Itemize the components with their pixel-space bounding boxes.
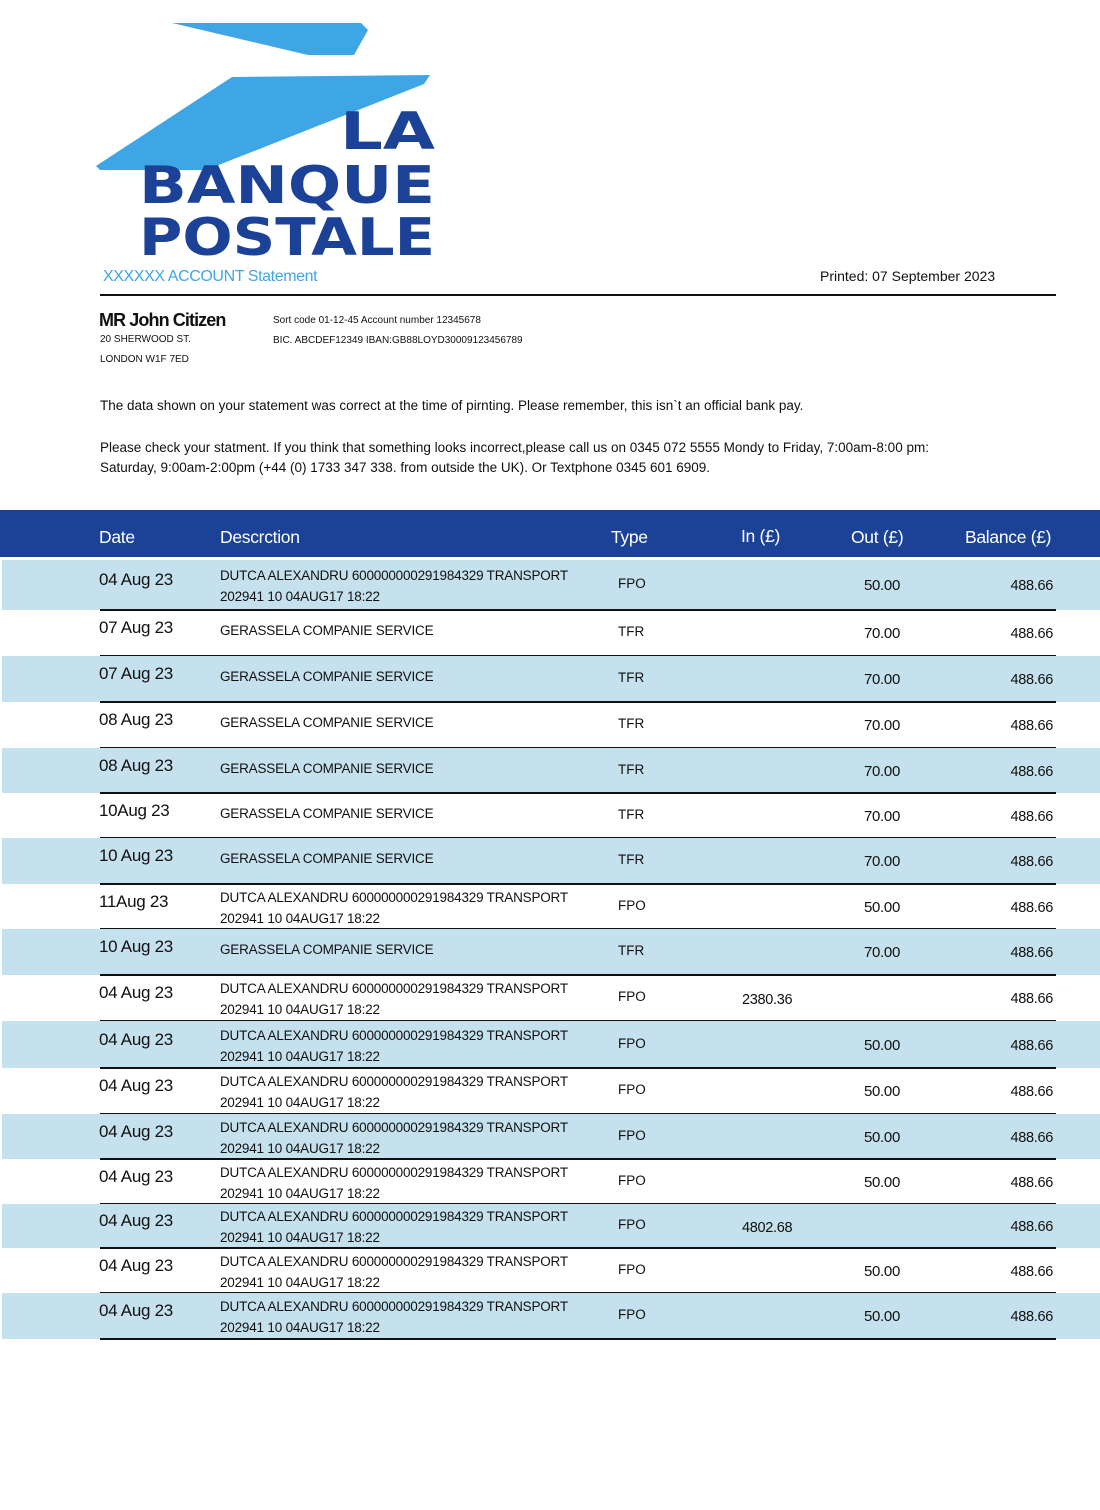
row-description: [220, 712, 433, 733]
contact-notice: Please check your statment. If you think that something looks incorrect,please call us on 0345 072 5555 Mondy to Friday, 7:00am-8:00 pm: Saturday, 9:00am-2:00pm (+44 (0) 1733 347 338. from outside the UK). Or Textphone 0345 601 6909.: [100, 440, 929, 475]
customer-address-line-1: 20 SHERWOOD ST.: [100, 334, 191, 345]
column-header-date: Date: [99, 527, 135, 547]
row-in-amount: 2380.36: [742, 992, 793, 1008]
row-type: TFR: [618, 716, 645, 731]
row-out-amount: 50.00: [863, 899, 900, 916]
row-date: 11Aug 23: [99, 892, 169, 911]
row-type: FPO: [618, 1173, 646, 1188]
row-description-line: 202941 10 04AUG17 18:22: [220, 1230, 380, 1245]
table-row: [0, 1293, 1100, 1339]
row-description: [220, 758, 433, 779]
row-date: 10 Aug 23: [99, 846, 173, 865]
table-row: [0, 1204, 1100, 1248]
row-description: [220, 620, 433, 641]
row-description-line: 202941 10 04AUG17 18:22: [220, 1002, 380, 1017]
row-balance: 488.66: [1010, 854, 1053, 870]
row-description: [220, 1296, 568, 1338]
row-type: FPO: [618, 1128, 646, 1143]
row-type: FPO: [618, 1082, 646, 1097]
customer-name: MR John Citizen: [99, 310, 226, 330]
table-row: [0, 748, 1100, 793]
row-out-amount: 70.00: [863, 625, 900, 642]
table-row: [0, 1021, 1100, 1068]
row-type: TFR: [618, 852, 645, 867]
table-row: [0, 610, 1100, 656]
table-row: [0, 656, 1100, 702]
row-description-line: GERASSELA COMPANIE SERVICE: [220, 715, 434, 730]
row-out-amount: 70.00: [863, 671, 900, 688]
row-balance: 488.66: [1010, 1084, 1053, 1100]
row-description: [220, 565, 568, 607]
row-description: [220, 1071, 568, 1113]
row-type: FPO: [618, 1036, 646, 1051]
row-description: [220, 1251, 568, 1293]
table-row: [0, 929, 1100, 975]
row-description: [220, 1206, 568, 1248]
row-type: FPO: [618, 989, 646, 1004]
row-date: 04 Aug 23: [99, 1122, 173, 1141]
row-type: FPO: [618, 898, 646, 913]
row-description: [220, 803, 433, 824]
row-description-line: 202941 10 04AUG17 18:22: [220, 1320, 380, 1335]
row-date: 07 Aug 23: [99, 664, 173, 683]
row-description: [220, 1117, 568, 1159]
table-row: [0, 1248, 1100, 1293]
table-row: [0, 1068, 1100, 1114]
row-description-line: DUTCA ALEXANDRU 600000000291984329 TRANSPORT: [220, 1028, 568, 1043]
data-accuracy-notice: The data shown on your statement was correct at the time of pirnting. Please remember, this isn`t an official bank pay.: [100, 398, 804, 413]
row-date: 08 Aug 23: [99, 710, 173, 729]
row-date: 10Aug 23: [99, 801, 170, 820]
row-description: [220, 939, 433, 960]
row-description-line: DUTCA ALEXANDRU 600000000291984329 TRANSPORT: [220, 1074, 568, 1089]
row-balance: 488.66: [1010, 1219, 1053, 1235]
column-header-type: Type: [611, 527, 648, 547]
table-row: [0, 793, 1100, 838]
row-description: [220, 666, 433, 687]
table-row: [0, 1159, 1100, 1204]
row-type: FPO: [618, 1262, 646, 1277]
column-header-out: Out (£): [851, 527, 904, 547]
row-date: 10 Aug 23: [99, 937, 173, 956]
account-sort-code-number: Sort code 01-12-45 Account number 12345678: [273, 315, 481, 326]
row-date: 08 Aug 23: [99, 756, 173, 775]
row-date: 04 Aug 23: [99, 1076, 173, 1095]
table-row: [0, 702, 1100, 748]
row-out-amount: 50.00: [863, 1037, 900, 1054]
row-out-amount: 70.00: [863, 717, 900, 734]
table-row: [0, 975, 1100, 1021]
row-balance: 488.66: [1010, 991, 1053, 1007]
row-out-amount: 50.00: [863, 1308, 900, 1325]
row-description-line: GERASSELA COMPANIE SERVICE: [220, 851, 434, 866]
row-balance: 488.66: [1010, 945, 1053, 961]
column-header-in: In (£): [741, 526, 781, 546]
row-balance: 488.66: [1010, 578, 1053, 594]
row-description-line: GERASSELA COMPANIE SERVICE: [220, 761, 434, 776]
row-description-line: GERASSELA COMPANIE SERVICE: [220, 806, 434, 821]
row-balance: 488.66: [1010, 1264, 1053, 1280]
row-description-line: DUTCA ALEXANDRU 600000000291984329 TRANSPORT: [220, 1165, 568, 1180]
row-date: 04 Aug 23: [99, 1301, 173, 1320]
row-description: [220, 978, 568, 1020]
row-description-line: GERASSELA COMPANIE SERVICE: [220, 669, 434, 684]
row-description-line: DUTCA ALEXANDRU 600000000291984329 TRANSPORT: [220, 981, 568, 996]
column-header-balance: Balance (£): [965, 527, 1052, 547]
row-description-line: 202941 10 04AUG17 18:22: [220, 1049, 380, 1064]
row-balance: 488.66: [1010, 1309, 1053, 1325]
row-description-line: DUTCA ALEXANDRU 600000000291984329 TRANSPORT: [220, 890, 568, 905]
row-out-amount: 70.00: [863, 808, 900, 825]
printed-date: Printed: 07 September 2023: [820, 268, 996, 284]
row-type: TFR: [618, 670, 645, 685]
row-balance: 488.66: [1010, 1038, 1053, 1054]
customer-address-line-2: LONDON W1F 7ED: [100, 354, 189, 365]
row-balance: 488.66: [1010, 900, 1053, 916]
row-balance: 488.66: [1010, 672, 1053, 688]
row-description-line: 202941 10 04AUG17 18:22: [220, 1275, 380, 1290]
row-description: [220, 848, 433, 869]
row-balance: 488.66: [1010, 626, 1053, 642]
row-out-amount: 70.00: [863, 853, 900, 870]
row-balance: 488.66: [1010, 718, 1053, 734]
row-balance: 488.66: [1010, 1175, 1053, 1191]
row-description-line: 202941 10 04AUG17 18:22: [220, 589, 380, 604]
logo-word-banque: BANQUE: [139, 156, 435, 216]
row-out-amount: 50.00: [863, 1263, 900, 1280]
row-description: [220, 1025, 568, 1067]
row-description-line: 202941 10 04AUG17 18:22: [220, 1141, 380, 1156]
row-out-amount: 70.00: [863, 763, 900, 780]
row-description-line: DUTCA ALEXANDRU 600000000291984329 TRANSPORT: [220, 1299, 568, 1314]
row-type: TFR: [618, 762, 645, 777]
row-description-line: GERASSELA COMPANIE SERVICE: [220, 942, 434, 957]
row-balance: 488.66: [1010, 764, 1053, 780]
row-date: 04 Aug 23: [99, 983, 173, 1002]
row-date: 04 Aug 23: [99, 1211, 173, 1230]
row-description-line: DUTCA ALEXANDRU 600000000291984329 TRANSPORT: [220, 1120, 568, 1135]
row-balance: 488.66: [1010, 1130, 1053, 1146]
row-description: [220, 1162, 568, 1204]
row-type: TFR: [618, 943, 645, 958]
row-description-line: 202941 10 04AUG17 18:22: [220, 1095, 380, 1110]
row-balance: 488.66: [1010, 809, 1053, 825]
row-description-line: DUTCA ALEXANDRU 600000000291984329 TRANSPORT: [220, 1209, 568, 1224]
table-row: [0, 560, 1100, 610]
row-out-amount: 50.00: [863, 577, 900, 594]
table-row: [0, 884, 1100, 929]
row-date: 07 Aug 23: [99, 618, 173, 637]
row-type: TFR: [618, 807, 645, 822]
statement-title: XXXXXX ACCOUNT Statement: [103, 268, 318, 285]
row-out-amount: 50.00: [863, 1129, 900, 1146]
row-date: 04 Aug 23: [99, 1167, 173, 1186]
account-bic-iban: BIC. ABCDEF12349 IBAN:GB88LOYD30009123456789: [273, 335, 523, 346]
row-date: 04 Aug 23: [99, 1256, 173, 1275]
column-header-description: Descrction: [220, 527, 300, 547]
row-description: [220, 887, 568, 929]
row-date: 04 Aug 23: [99, 570, 173, 589]
row-type: FPO: [618, 1307, 646, 1322]
table-row: [0, 1114, 1100, 1159]
row-type: TFR: [618, 624, 645, 639]
row-description-line: 202941 10 04AUG17 18:22: [220, 1186, 380, 1201]
row-description-line: GERASSELA COMPANIE SERVICE: [220, 623, 434, 638]
table-row: [0, 838, 1100, 884]
logo-word-postale: POSTALE: [139, 208, 435, 260]
row-type: FPO: [618, 576, 646, 591]
row-type: FPO: [618, 1217, 646, 1232]
row-description-line: 202941 10 04AUG17 18:22: [220, 911, 380, 926]
row-out-amount: 50.00: [863, 1083, 900, 1100]
row-out-amount: 70.00: [863, 944, 900, 961]
row-divider: [100, 1338, 1056, 1340]
row-in-amount: 4802.68: [742, 1220, 793, 1236]
row-date: 04 Aug 23: [99, 1030, 173, 1049]
row-description-line: DUTCA ALEXANDRU 600000000291984329 TRANSPORT: [220, 568, 568, 583]
row-description-line: DUTCA ALEXANDRU 600000000291984329 TRANSPORT: [220, 1254, 568, 1269]
row-out-amount: 50.00: [863, 1174, 900, 1191]
logo-word-la: LA: [340, 102, 435, 162]
